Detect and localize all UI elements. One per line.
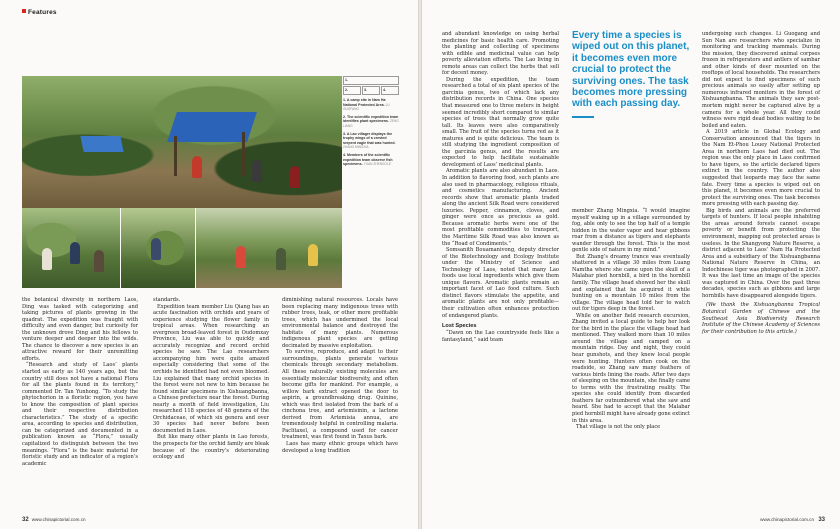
caption-item: 3. A Lao villager displays the trophy wings of a crested serpent eagle that was hunted. ZHANG MINGXIA: [343, 131, 396, 150]
right-page: [422, 0, 840, 529]
paragraph: undergoing such changes. Li Guogang and Sun Nan are researchers who specialize in monitoring and tracking mammals. During the mission, they discovered animal corpses frozen in refrigerators and antlers of sambar and other kinds of deer mounted on the rooftops of local households. The researchers did not expect to find specimens of such precious animals so easily after setting up numerous infrared monitors in the forest of Xishuangbanna. The animals they saw post-mortem might never be captured alive by a camera for a whole year. All they could witness were rigid dead bodies waiting to be boiled and eaten.: [702, 31, 820, 129]
right-column-1: [442, 31, 559, 343]
paragraph: During the expedition, the team researched a total of six plant species of the garcinia genus, two of which lack any distribution records in China. One species that measured one to three meters in height seemed incredibly short compared to similar species of trees that normally grow quite tall. Its leaves were also comparatively small. The fruit of the species turns red as it matures and is quite delicious. The team is still studying the ingredient composition of the garcinia genus, and the results are expected to help facilitate sustainable development of Laos’ medicinal plants.: [442, 76, 559, 168]
acknowledgement: (We thank the Xishuangbanna Tropical Botanical Garden of Chinese and the Southeast Asia Biodiversity Research Institute of the Chinese Academy of Sciences for their contribution to this article.): [702, 302, 820, 335]
tent-pole: [174, 136, 177, 176]
section-subhead: Lost Species: [442, 323, 477, 330]
left-column-3: [282, 297, 398, 454]
paragraph: A 2019 article in Global Ecology and Conservation announced that the tigers in the Nam Et-Phou Louey National Protected Area in northern Laos had died out. The region was the only place in Laos confirmed to have tigers, so the article declared tigers extinct in the country. The author also suggested that leopards may face the same fate. Every time a species is wiped out on this planet, it becomes even more crucial to protect the surviving ones. The task becomes more pressing with each passing day.: [702, 129, 820, 208]
left-page: [0, 0, 418, 529]
caption-grid-cell: 1.: [343, 76, 399, 85]
paragraph: That village is not the only place: [576, 424, 661, 431]
page-folio-left: [22, 517, 86, 523]
pull-quote-rule: [572, 116, 594, 118]
paragraph: standards.: [153, 297, 181, 303]
person-figure: [308, 244, 318, 266]
paragraph: the botanical diversity in northern Laos, Ding was tasked with categorizing and taking pictures of plants growing in the quadrat. The expedition was fraught with difficulty and even danger, but curiosity for the unknown drove Ding and his fellows to venture deeper and deeper into the wilds. The chance to discover a new species is an attractive reward for their unremitting efforts.: [22, 297, 138, 362]
paragraph: diminishing natural resources. Locals have been replacing many indigenous trees with rubber trees, teak, or other more profitable trees, which has undermined the local environmental balance and destroyed the habitats of many plants. Numerous indigenous plant species are getting decimated by massive exploitation.: [282, 297, 398, 349]
photo-team-in-forest: [22, 208, 120, 288]
person-figure: [94, 250, 104, 272]
right-column-3: [702, 31, 820, 335]
paragraph: member Zhang Mingxia. “I would imagine myself waking up in a village surrounded by fog, able only to see the top half of a temple hidden in the water vapor and hear gibbons roar from a distance as tigers and elephants wander through the forest. This is the most gentle side of nature in my mind.”: [572, 208, 690, 254]
paragraph: “Research and study of Laos’ plants started as early as 140 years ago, but the country still does not have a national Flora for all the plants found in its territory,” commented Dr. Tan Yunhong. “To study the phytochorion in a floristic region, you have to know the composition of plant species and their respective distribution characteristics.” The study of a specific area, according to species and distribution, can be categorized and documented in a publication known as “Flora,” usually capitalized to distinguish between the two meanings. “Flora” is the basic material for floristic study and an indicator of a region’s academic: [22, 362, 138, 467]
paragraph: “Dawn on the Lao countryside feels like a fantasyland,” said team: [442, 330, 559, 343]
blue-tarp-small: [80, 136, 123, 152]
paragraph: While on another field research excursion, Zhang invited a local guide to help her look for the bird in the place the village head had mentioned. They walked more than 10 miles around the village and camped on a mountain ridge. Day and night, they could hear gunshots, and they knew local people were hunting. Hunters often cook on the roadside, so Zhang saw many feathers of various birds lining the roads. After two days of sleeping on the mountain, she finally came to terms with the frustrating reality. The species she could identify from discarded feathers far outnumbered what she saw and heard. She had to accept that the Malabar pied hornbill might have already gone extinct in this area.: [572, 312, 691, 424]
person-figure: [192, 156, 202, 178]
paragraph: But Zhang’s dreamy trance was eventually shattered in a village 30 miles from Luang Namtha where she came upon the skull of a Malabar pied hornbill, a bird in the hornbill family. The village head showed her the skull and explained that he acquired it while hunting on a mountain 10 miles from the village. The village head told her to watch out for tigers deep in the forest.: [572, 253, 690, 313]
right-column-2: [572, 208, 690, 431]
site-url: www.chinapictorial.com.cn: [31, 517, 86, 522]
pull-quote: [572, 30, 690, 118]
paragraph: Big birds and animals are the preferred targets of hunters. If local people inhabiting the areas around forests cannot escape poverty or benefit from protecting the environment, mapping out protected areas is useless. In the Shangyong Nature Reserve, a district adjacent to Laos’ Nam Ha Protected Area and a subsidiary of the Xishuangbanna National Nature Reserve in China, an Indochinese tiger was photographed in 2007. It was the last time an image of the species was captured in China. Over the past three decades, species such as gibbons and large hornbills have disappeared alongside tigers.: [702, 207, 820, 299]
paragraph: Somsanith Bouamanivong, deputy director of the Biotechnology and Ecology Institute under the Ministry of Science and Technology of Laos, noted that many Lao foods use local ingredients which give them unique flavors. Aromatic plants remain an important facet of Lao food culture. Such distinct flavors stimulate the appetite, and aromatic plants are not only profitable—their cultivation often enhances protection of endangered plants.: [442, 247, 559, 319]
paragraph: Aromatic plants are also abundant in Laos. In addition to flavoring food, such plants are also used in pharmacology, religious rituals, and cosmetics manufacturing. Ancient records show that aromatic plants traded along the ancient Silk Road were considered luxuries. Pepper, cinnamon, cloves, and ginger were once as precious as gold. Because aromatic herbs were one of the most profitable commodities to transport, the Maritime Silk Road was also known as the “Road of Condiments.”: [442, 168, 559, 247]
site-url: www.chinapictorial.com.cn: [760, 517, 815, 522]
photo-fish-specimens: [196, 208, 342, 288]
caption-item: 4. Members of the scientific expedition team observe fish specimens. YUAN ZHENGOLE: [343, 152, 393, 167]
section-label: Features: [22, 9, 57, 16]
page-folio-right: [760, 517, 828, 523]
caption-grid-cell: 2.: [343, 86, 361, 95]
photo-villager-eagle-wings: [121, 208, 195, 288]
person-figure: [252, 160, 262, 182]
person-figure: [42, 248, 52, 270]
person-figure: [70, 242, 80, 264]
pull-quote-text: Every time a species is wiped out on this planet, it becomes even more crucial to protect the surviving ones. The task becomes more pressing with each passing day.: [572, 30, 690, 110]
caption-grid: [343, 76, 399, 95]
left-column-1: [22, 297, 138, 467]
person-figure: [276, 248, 286, 270]
tent-pole: [242, 132, 245, 176]
caption-item: 1. A camp site in Nam Ha National Protected Area. LU GUOFANG: [343, 98, 390, 112]
paragraph: and abundant knowledge on using herbal medicines for basic health care. Promoting the planting and collecting of specimens with edible and medicinal value can help poverty alleviation efforts. The Lao living in remote areas can collect the herbs that sell for decent money.: [442, 31, 559, 77]
left-column-2: [153, 297, 269, 461]
caption-grid-cell: 3.: [362, 86, 380, 95]
section-marker-icon: [22, 9, 26, 13]
person-figure: [290, 166, 300, 188]
photo-captions: [343, 76, 399, 170]
paragraph: Expedition team member Liu Qiang has an acute fascination with orchids and years of experience studying the flower family in tropical areas. When researching an evergreen broad-leaved forest in Oudomxay Province, Liu was able to quickly and accurately recognize and record orchid species he saw. The Lao researchers accompanying him were quite amazed especially considering that some of the orchids he identified had not even bloomed. Liu explained that many orchid species in the forest were not new to him because he found similar specimens in Xishuangbanna, a Chinese prefecture near the forest. During nearly a month of field investigation, Liu researched 118 species of 48 genera of the Orchidaceae, of which six genera and over 30 species had never before been documented in Laos.: [153, 303, 269, 434]
caption-item: 2. The scientific expedition team identifies plant specimens. ZENG LIANG: [343, 114, 399, 128]
paragraph: To survive, reproduce, and adapt to their surroundings, plants generate various chemicals through secondary metabolism. All these naturally existing molecules are essentially molecular biodiversity, and often become gifts for mankind. For example, a willow bark extract opened the door to aspirin, a groundbreaking drug. Quinine, which was first isolated from the bark of a cinchona tree, and artemisinin, a lactone derived from Artemisia annua, are tremendously helpful in controlling malaria. Paclitaxel, a compound used for cancer treatment, was first found in Taxus bark.: [282, 349, 398, 441]
page-number: 32: [22, 517, 29, 523]
person-figure: [236, 246, 246, 268]
person-figure: [151, 238, 161, 260]
caption-grid-cell: 4.: [381, 86, 399, 95]
page-number: 33: [818, 517, 825, 523]
paragraph: Laos has many ethnic groups which have developed a long tradition: [282, 441, 398, 454]
photo-camp-site: [22, 76, 342, 208]
paragraph: But like many other plants in Lao forests, the prospects for the orchid family are bleak because of the country’s deteriorating ecology and: [153, 434, 269, 461]
